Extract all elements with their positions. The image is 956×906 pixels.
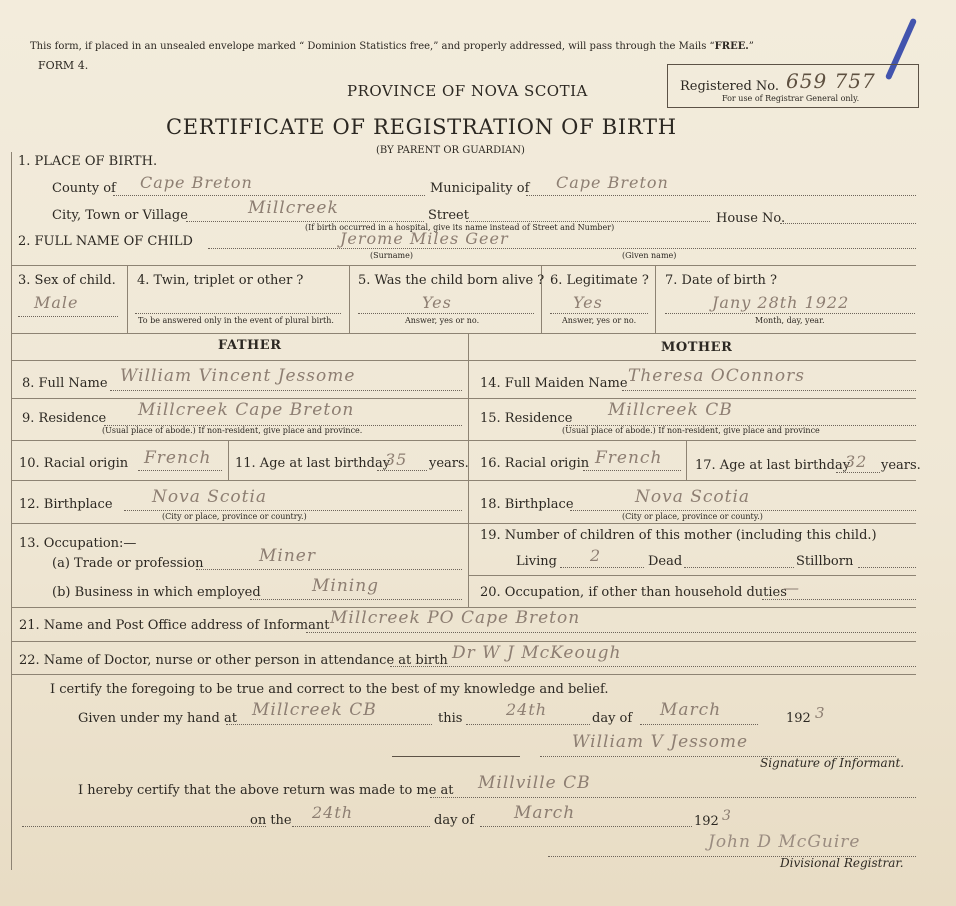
mother-birthplace-value: Nova Scotia (635, 487, 751, 507)
row-22-rule (11, 674, 916, 675)
this-label: this (438, 711, 463, 726)
municipality-label: Municipality of (430, 181, 530, 196)
street-label: Street (428, 208, 469, 223)
dob-line (665, 313, 915, 314)
month-2-line (480, 826, 692, 827)
mother-age-line (836, 472, 880, 473)
occupation-label: 13. Occupation:— (19, 536, 137, 551)
registrar-place-line (430, 797, 916, 798)
mail-notice-end: ” (748, 41, 754, 52)
father-name-label: 8. Full Name (22, 376, 108, 391)
mother-name-label: 14. Full Maiden Name (480, 376, 628, 391)
row-3-divider-2 (349, 265, 350, 333)
father-age-value: 35 (385, 450, 408, 469)
doctor-line (390, 666, 916, 667)
on-day-value: 24th (312, 803, 354, 822)
father-age-label: 11. Age at last birthday (235, 456, 391, 471)
born-alive-line (358, 313, 534, 314)
informant-label: 21. Name and Post Office address of Informant (19, 618, 330, 633)
heading-rule (11, 360, 916, 361)
given-name-note: (Given name) (622, 251, 677, 260)
month-value: March (660, 700, 722, 720)
house-no-label: House No. (716, 211, 786, 226)
given-place-value: Millcreek CB (252, 700, 377, 720)
registrar-lead-line (22, 826, 266, 827)
sex-line (18, 316, 118, 317)
registered-box (667, 64, 919, 108)
county-value: Cape Breton (140, 173, 253, 192)
mother-birthplace-note: (City or place, province or county.) (622, 512, 763, 521)
twin-label: 4. Twin, triplet or other ? (137, 273, 304, 288)
day-value: 24th (506, 700, 548, 719)
twin-line (135, 313, 341, 314)
father-racial-label: 10. Racial origin (19, 456, 129, 471)
dead-label: Dead (648, 554, 683, 569)
living-label: Living (516, 554, 557, 569)
father-age-line (377, 470, 427, 471)
living-value: 2 (590, 546, 602, 565)
year-2-suffix: 3 (722, 808, 732, 824)
month-line (640, 724, 758, 725)
father-residence-note: (Usual place of abode.) If non-resident, give place and province. (102, 426, 363, 435)
father-birthplace-value: Nova Scotia (152, 487, 268, 507)
legitimate-line (550, 313, 648, 314)
given-under-label: Given under my hand at (78, 711, 237, 726)
twin-note: To be answered only in the event of plural birth. (138, 316, 334, 325)
father-birthplace-note: (City or place, province or country.) (162, 512, 307, 521)
living-line (560, 567, 644, 568)
mother-racial-label: 16. Racial origin (480, 456, 590, 471)
municipality-line (526, 195, 916, 196)
mother-racial-value: French (595, 448, 663, 468)
business-value: Mining (312, 576, 380, 596)
father-name-value: William Vincent Jessome (120, 366, 356, 386)
municipality-value: Cape Breton (556, 173, 669, 192)
father-age-divider (228, 440, 229, 480)
informant-line (306, 632, 916, 633)
mother-age-value: 32 (845, 452, 868, 471)
registered-note: For use of Registrar General only. (722, 94, 860, 103)
dob-note: Month, day, year. (755, 316, 825, 325)
street-line (466, 221, 710, 222)
registrar-place-value: Millville CB (478, 773, 591, 793)
row-3-divider-1 (127, 265, 128, 333)
year-2-prefix: 192 (694, 814, 719, 829)
certify-text: I certify the foregoing to be true and correct to the best of my knowledge and belief. (50, 682, 609, 697)
business-label: (b) Business in which employed (52, 585, 261, 600)
house-no-line (780, 223, 916, 224)
dead-line (684, 567, 794, 568)
registered-number: 659 757 (786, 69, 876, 93)
informant-signature: William V Jessome (572, 732, 749, 752)
child-name-line (208, 248, 916, 249)
legitimate-note: Answer, yes or no. (562, 316, 637, 325)
sex-value: Male (34, 293, 79, 312)
mother-birthplace-line (570, 510, 916, 511)
sex-label: 3. Sex of child. (18, 273, 116, 288)
mother-residence-value: Millcreek CB (608, 400, 733, 420)
mother-birthplace-label: 18. Birthplace (480, 497, 574, 512)
father-birthplace-label: 12. Birthplace (19, 497, 113, 512)
city-label: City, Town or Village (52, 208, 188, 223)
registrar-signature: John D McGuire (708, 832, 861, 852)
day-line (466, 724, 590, 725)
mother-racial-line (583, 470, 681, 471)
father-name-line (110, 390, 462, 391)
legitimate-label: 6. Legitimate ? (550, 273, 649, 288)
row-3-top-rule (11, 265, 916, 266)
divisional-registrar-label: Divisional Registrar. (780, 856, 904, 870)
mail-notice (30, 41, 754, 52)
mail-notice-free: FREE. (714, 41, 749, 52)
mother-occupation-value: — (783, 578, 800, 597)
year-suffix: 3 (815, 704, 826, 722)
county-line (113, 195, 425, 196)
mother-name-line (622, 390, 916, 391)
row-9-rule (11, 440, 916, 441)
father-racial-line (138, 470, 222, 471)
signature-of-informant-label: Signature of Informant. (760, 756, 905, 770)
born-alive-label: 5. Was the child born alive ? (358, 273, 545, 288)
stillborn-label: Stillborn (796, 554, 854, 569)
row-10-rule (11, 480, 916, 481)
mail-notice-text: This form, if placed in an unsealed envelope marked “ Dominion Statistics free,” and properly addressed, will pass through the Mails “ (30, 41, 715, 52)
dob-value: Jany 28th 1922 (712, 293, 850, 312)
surname-note: (Surname) (370, 251, 413, 260)
row-12-rule (11, 523, 916, 524)
father-residence-value: Millcreek Cape Breton (138, 400, 355, 420)
city-line (186, 221, 424, 222)
mother-age-label: 17. Age at last birthday (695, 458, 851, 473)
city-value: Millcreek (248, 198, 339, 218)
day-of-2-label: day of (434, 813, 475, 828)
month-2-value: March (514, 803, 576, 823)
province-heading: PROVINCE OF NOVA SCOTIA (347, 82, 588, 100)
father-heading: FATHER (218, 338, 282, 353)
on-day-line (292, 826, 430, 827)
mother-residence-note: (Usual place of abode.) If non-resident, give place and province (562, 426, 820, 435)
row-19-rule (468, 575, 916, 576)
mother-heading: MOTHER (661, 340, 733, 355)
day-of-label: day of (592, 711, 633, 726)
year-prefix: 192 (786, 711, 811, 726)
mother-residence-label: 15. Residence (480, 411, 573, 426)
child-name-label: 2. FULL NAME OF CHILD (18, 234, 193, 249)
trade-label: (a) Trade or profession (52, 556, 204, 571)
place-of-birth-label: 1. PLACE OF BIRTH. (18, 154, 158, 169)
row-8-rule (11, 398, 916, 399)
father-years-label: years. (429, 456, 469, 471)
born-alive-note: Answer, yes or no. (405, 316, 480, 325)
mother-age-divider (686, 440, 687, 480)
form-number: FORM 4. (38, 59, 89, 72)
dob-label: 7. Date of birth ? (665, 273, 777, 288)
county-label: County of (52, 181, 116, 196)
born-alive-value: Yes (422, 293, 452, 312)
father-racial-value: French (144, 448, 212, 468)
registered-label: Registered No. (680, 79, 780, 94)
document-subtitle: (BY PARENT OR GUARDIAN) (376, 145, 525, 156)
informant-value: Millcreek PO Cape Breton (330, 608, 581, 628)
mother-name-value: Theresa OConnors (628, 366, 805, 386)
row-3-bottom-rule (11, 333, 916, 334)
document-title: CERTIFICATE OF REGISTRATION OF BIRTH (166, 115, 677, 139)
doctor-value: Dr W J McKeough (452, 643, 622, 663)
left-margin-line (11, 152, 12, 870)
row-21-rule (11, 641, 916, 642)
children-count-label: 19. Number of children of this mother (including this child.) (480, 528, 877, 543)
child-name-value: Jerome Miles Geer (340, 229, 509, 248)
father-residence-label: 9. Residence (22, 411, 107, 426)
mother-years-label: years. (881, 458, 921, 473)
business-line (250, 599, 462, 600)
trade-value: Miner (259, 546, 316, 566)
on-the-label: on the (250, 813, 292, 828)
row-3-divider-4 (655, 265, 656, 333)
registrar-certify-text: I hereby certify that the above return was made to me at (78, 783, 454, 798)
hospital-note: (If birth occurred in a hospital, give its name instead of Street and Number) (305, 223, 615, 232)
given-place-line (226, 724, 432, 725)
father-birthplace-line (124, 510, 462, 511)
legitimate-value: Yes (573, 293, 603, 312)
informant-signature-rule (392, 756, 520, 757)
stillborn-line (858, 567, 916, 568)
doctor-label: 22. Name of Doctor, nurse or other person in attendance at birth (19, 653, 448, 668)
mother-occupation-label: 20. Occupation, if other than household duties (480, 585, 787, 600)
mother-occupation-line (762, 599, 916, 600)
trade-line (196, 569, 462, 570)
